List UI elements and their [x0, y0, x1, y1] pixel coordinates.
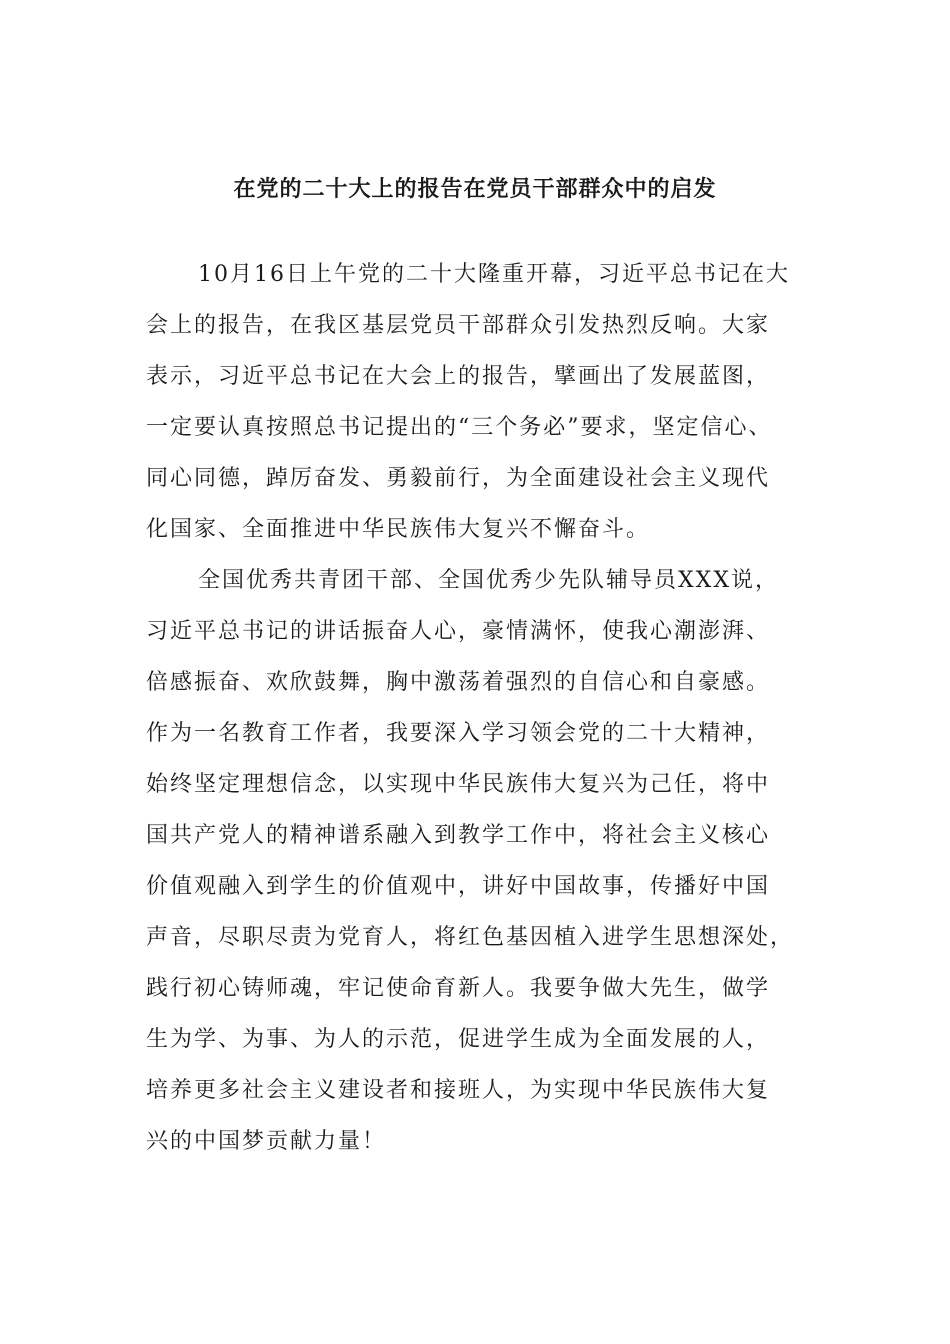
paragraph-line: 化国家、全面推进中华民族伟大复兴不懈奋斗。 — [146, 517, 651, 542]
paragraph-line: 全国优秀共青团干部、全国优秀少先队辅导员XXX说， — [198, 568, 779, 593]
paragraph-line: 倍感振奋、欢欣鼓舞，胸中激荡着强烈的自信心和自豪感。 — [146, 670, 771, 695]
paragraph-line: 会上的报告，在我区基层党员干部群众引发热烈反响。大家 — [146, 313, 771, 338]
paragraph-line: 践行初心铸师魂，牢记使命育新人。我要争做大先生，做学 — [146, 976, 771, 1001]
paragraph-line: 培养更多社会主义建设者和接班人，为实现中华民族伟大复 — [146, 1078, 771, 1103]
paragraph-line: 声音，尽职尽责为党育人，将红色基因植入进学生思想深处， — [146, 925, 795, 950]
paragraph-line: 作为一名教育工作者，我要深入学习领会党的二十大精神， — [146, 721, 771, 746]
paragraph-line: 国共产党人的精神谱系融入到教学工作中，将社会主义核心 — [146, 823, 771, 848]
paragraph-line: 同心同德，踔厉奋发、勇毅前行，为全面建设社会主义现代 — [146, 466, 771, 491]
document-title: 在党的二十大上的报告在党员干部群众中的启发 — [233, 176, 717, 202]
paragraph-line: 价值观融入到学生的价值观中，讲好中国故事，传播好中国 — [146, 874, 771, 899]
paragraph-2 — [146, 555, 806, 1167]
paragraph-line: 习近平总书记的讲话振奋人心，豪情满怀，使我心潮澎湃、 — [146, 619, 771, 644]
paragraph-line: 生为学、为事、为人的示范，促进学生成为全面发展的人， — [146, 1027, 771, 1052]
paragraph-line: 一定要认真按照总书记提出的“三个务必”要求，坚定信心、 — [146, 415, 773, 440]
paragraph-line: 表示，习近平总书记在大会上的报告，擘画出了发展蓝图， — [146, 364, 771, 389]
paragraph-line: 10月16日上午党的二十大隆重开幕，习近平总书记在大 — [198, 262, 790, 287]
paragraph-line: 始终坚定理想信念，以实现中华民族伟大复兴为己任，将中 — [146, 772, 771, 797]
paragraph-line: 兴的中国梦贡献力量！ — [146, 1129, 387, 1154]
paragraph-1 — [146, 249, 806, 555]
